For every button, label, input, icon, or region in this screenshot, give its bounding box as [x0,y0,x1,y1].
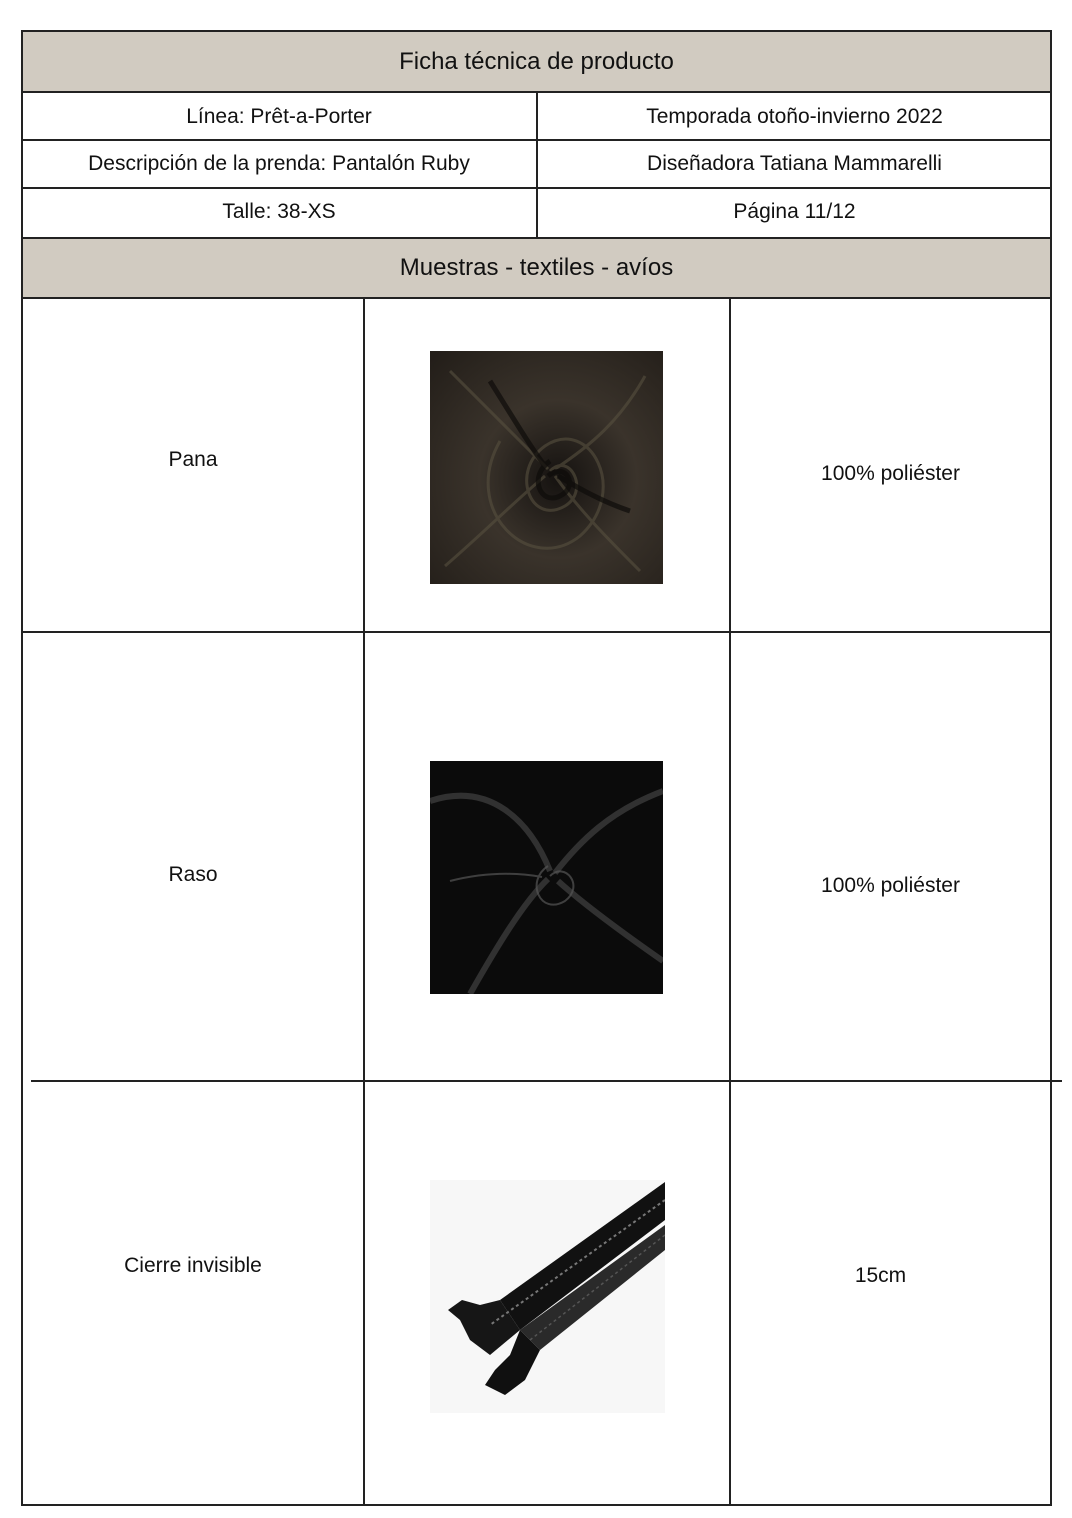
section-title: Muestras - textiles - avíos [21,237,1052,299]
info-row-divider [21,139,1052,141]
satin-fabric-icon [430,761,663,994]
season-cell: Temporada otoño-invierno 2022 [646,104,943,128]
row-divider [31,1080,1062,1082]
material-detail: 100% poliéster [821,874,960,897]
zipper-image [430,1180,665,1413]
row-divider [21,631,1052,633]
material-detail: 100% poliéster [821,462,960,485]
line-cell: Línea: Prêt-a-Porter [186,104,372,128]
info-column-divider [536,93,538,238]
zipper-icon [430,1180,665,1413]
page-number-cell: Página 11/12 [733,200,856,223]
velvet-fabric-icon [430,351,663,584]
garment-description-cell: Descripción de la prenda: Pantalón Ruby [88,152,470,175]
table-border-left [21,93,23,238]
material-name: Cierre invisible [124,1254,262,1277]
satin-swatch-image [430,761,663,994]
table-border-bottom [21,1504,1052,1506]
designer-cell: Diseñadora Tatiana Mammarelli [647,152,942,175]
size-cell: Talle: 38-XS [222,200,336,223]
column-divider [363,299,365,1506]
material-name: Pana [168,448,218,471]
sheet-title: Ficha técnica de producto [21,30,1052,93]
info-row-divider [21,187,1052,189]
material-name: Raso [168,863,218,886]
velvet-swatch-image [430,351,663,584]
material-detail: 15cm [854,1264,907,1287]
table-border-right [1050,93,1052,238]
table-border-left [21,299,23,1506]
table-border-right [1050,299,1052,1506]
